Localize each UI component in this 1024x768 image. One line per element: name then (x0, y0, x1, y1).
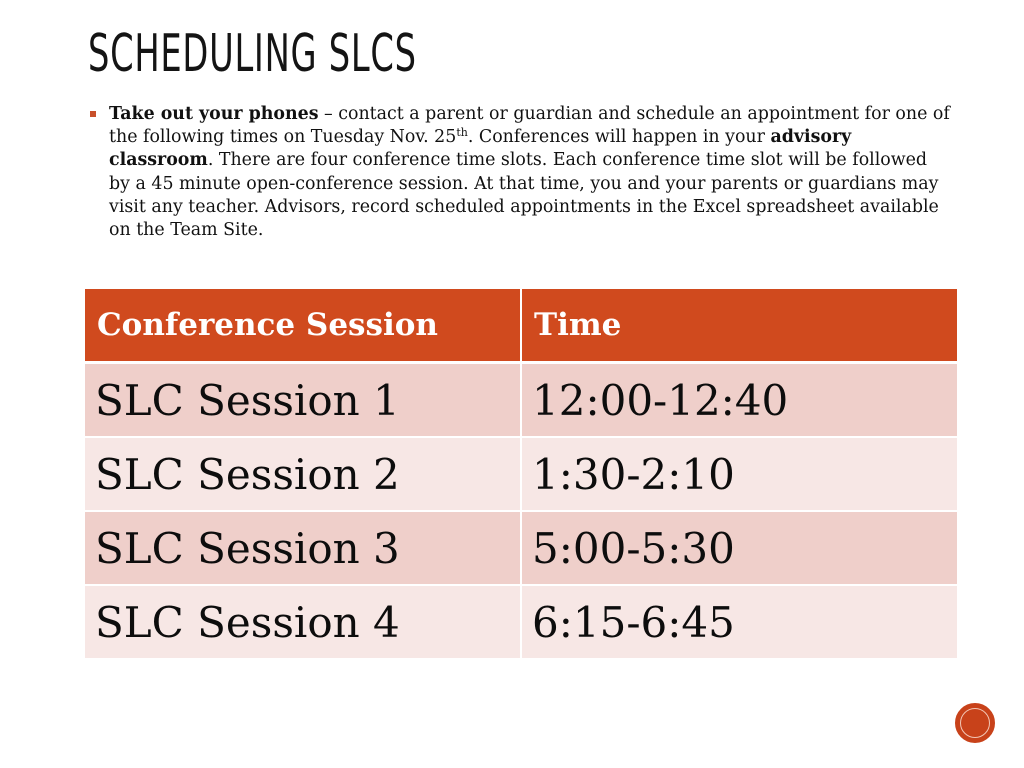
table-row (85, 511, 957, 585)
header-conference-session: Conference Session (85, 289, 521, 363)
table-header-row (85, 289, 957, 363)
bullet-item (90, 103, 950, 242)
session-time-cell: 6:15-6:45 (521, 585, 957, 659)
square-bullet-icon (90, 111, 96, 117)
bullet-bold-mid: advisory classroom (109, 127, 852, 171)
bullet-text-part-2: . Conferences will happen in your (467, 127, 771, 148)
schedule-table (85, 289, 957, 660)
table-row (85, 437, 957, 511)
session-name-cell: SLC Session 2 (85, 437, 521, 511)
session-time-cell: 12:00-12:40 (521, 363, 957, 438)
session-time-cell: 1:30-2:10 (521, 437, 957, 511)
session-name-cell: SLC Session 4 (85, 585, 521, 659)
bullet-list (90, 103, 950, 242)
bullet-text-part-1: – contact a parent or guardian and schedule an appointment for one of the following times on Tuesday Nov. 25 (109, 104, 950, 148)
bullet-bold-lead: Take out your phones (109, 104, 319, 124)
bullet-text-part-3: . There are four conference time slots. Each conference time slot will be followed by a 45 minute open-conference session. At that time, you and your parents or guardians may visit any teacher. Advisors, record scheduled appointments in the Excel spreadsheet available on the Team Site. (109, 150, 939, 241)
header-time: Time (521, 289, 957, 363)
session-time-cell: 5:00-5:30 (521, 511, 957, 585)
slide-number-circle-icon (955, 703, 995, 743)
table-row (85, 585, 957, 659)
session-name-cell: SLC Session 1 (85, 363, 521, 438)
session-name-cell: SLC Session 3 (85, 511, 521, 585)
table-row (85, 363, 957, 438)
bullet-superscript: th (456, 126, 468, 140)
slide-title: SCHEDULING SLCS (88, 24, 417, 84)
